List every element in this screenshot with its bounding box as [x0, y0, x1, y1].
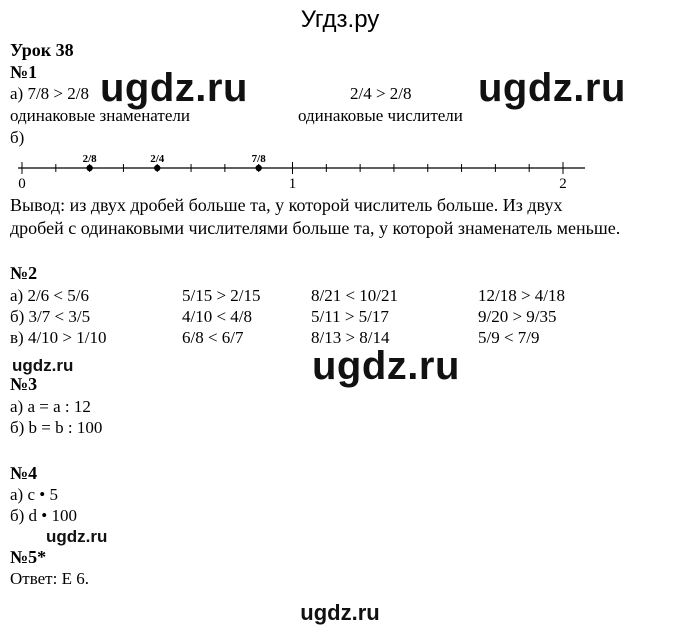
number-line-point-label: 2/8 [82, 153, 97, 165]
watermark: ugdz.ru [300, 600, 380, 625]
number-line-point-label: 7/8 [251, 153, 266, 165]
task1-conclusion-line1: Вывод: из двух дробей больше та, у которой числитель больше. Из двух [10, 195, 563, 215]
number-line-point [255, 165, 261, 171]
task5-answer: Ответ: Е 6. [10, 569, 89, 588]
task2-cell: а) 2/6 < 5/6 [10, 286, 89, 305]
task2-cell: 4/10 < 4/8 [182, 307, 253, 326]
task1-label: №1 [10, 62, 38, 82]
task1-note-right: одинаковые числители [298, 106, 463, 125]
task2-label: №2 [10, 263, 38, 283]
watermark: ugdz.ru [100, 66, 248, 110]
watermark: ugdz.ru [46, 527, 108, 546]
site-header-title: Угдз.ру [300, 6, 380, 33]
task1-conclusion-line2: дробей с одинаковыми числителями больше та, у которой знаменатель меньше. [10, 218, 621, 238]
watermark: ugdz.ru [12, 356, 74, 375]
task2-cell: б) 3/7 < 3/5 [10, 307, 91, 326]
task1-b-label: б) [10, 128, 25, 147]
task1-a-right: 2/4 > 2/8 [350, 84, 412, 103]
task2-cell: 9/20 > 9/35 [478, 307, 557, 326]
number-line-point [154, 165, 160, 171]
number-line-point [86, 165, 92, 171]
task1-a-left: а) 7/8 > 2/8 [10, 84, 89, 103]
task4-a: а) с • 5 [10, 485, 58, 504]
number-line-point-label: 2/4 [150, 153, 165, 165]
watermark: ugdz.ru [478, 66, 626, 110]
task2-cell: 5/9 < 7/9 [478, 328, 540, 347]
task1-note-left: одинаковые знаменатели [10, 106, 190, 125]
task2-cell: 6/8 < 6/7 [182, 328, 244, 347]
task4-label: №4 [10, 463, 38, 483]
task2-cell: 8/21 < 10/21 [311, 286, 399, 305]
number-line-major-label: 1 [288, 176, 297, 192]
task5-label: №5* [10, 547, 47, 567]
task2-cell: 8/13 > 8/14 [311, 328, 390, 347]
number-line [0, 150, 680, 192]
task3-b: б) b = b : 100 [10, 418, 103, 437]
number-line-major-label: 2 [559, 176, 567, 192]
task3-label: №3 [10, 374, 38, 394]
watermark: ugdz.ru [312, 344, 460, 388]
task3-a: а) а = а : 12 [10, 397, 91, 416]
number-line-major-label: 0 [18, 176, 26, 192]
task2-cell: 5/15 > 2/15 [182, 286, 261, 305]
lesson-title: Урок 38 [10, 40, 74, 60]
task2-cell: 5/11 > 5/17 [311, 307, 389, 326]
task4-b: б) d • 100 [10, 506, 78, 525]
task2-cell: в) 4/10 > 1/10 [10, 328, 107, 347]
task2-cell: 12/18 > 4/18 [478, 286, 566, 305]
